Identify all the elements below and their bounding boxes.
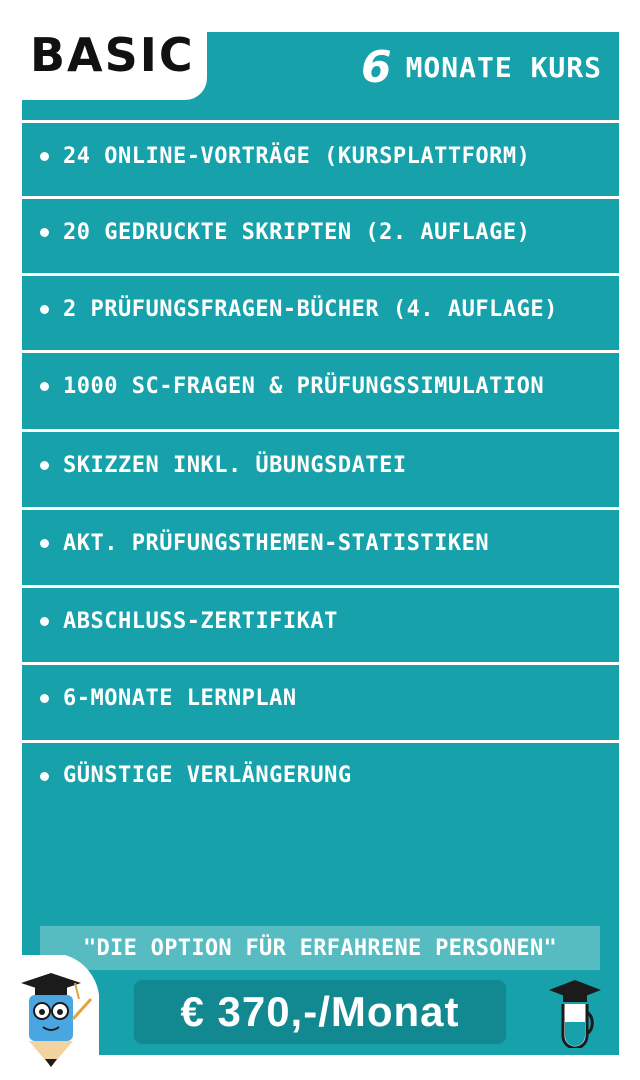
feature-item [22,350,619,420]
bullet-icon [40,152,49,161]
bullet-icon [40,772,49,781]
duration-number: 6 [360,42,392,93]
bullet-icon [40,305,49,314]
feature-item [22,507,619,577]
feature-text: 2 PRÜFUNGSFRAGEN-BÜCHER (4. AUFLAGE) [63,297,558,322]
feature-text: 24 ONLINE-VORTRÄGE (KURSPLATTFORM) [63,144,531,169]
pencil-mascot-icon [5,955,99,1075]
feature-text: GÜNSTIGE VERLÄNGERUNG [63,763,352,788]
feature-text: 1000 SC-FRAGEN & PRÜFUNGSSIMULATION [63,374,545,399]
feature-item [22,196,619,266]
bullet-icon [40,694,49,703]
feature-text: 20 GEDRUCKTE SKRIPTEN (2. AUFLAGE) [63,220,531,245]
tier-label: BASIC [30,28,195,82]
duration-header [361,42,602,93]
feature-text: SKIZZEN INKL. ÜBUNGSDATEI [63,453,407,478]
feature-item [22,740,619,810]
price-badge [134,980,506,1044]
price-text: € 370,-/Monat [180,988,460,1035]
feature-item [22,429,619,499]
feature-item [22,585,619,655]
bullet-icon [40,617,49,626]
bullet-icon [40,228,49,237]
duration-text: MONATE KURS [405,51,602,84]
feature-item [22,662,619,732]
graduation-flask-icon [545,978,605,1048]
tagline-band [40,926,600,970]
tagline-text: "DIE OPTION FÜR ERFAHRENE PERSONEN" [82,935,558,961]
feature-item [22,273,619,343]
bullet-icon [40,461,49,470]
bullet-icon [40,539,49,548]
feature-text: 6-MONATE LERNPLAN [63,686,297,711]
feature-item [22,120,619,190]
feature-text: ABSCHLUSS-ZERTIFIKAT [63,609,338,634]
bullet-icon [40,382,49,391]
feature-text: AKT. PRÜFUNGSTHEMEN-STATISTIKEN [63,531,490,556]
